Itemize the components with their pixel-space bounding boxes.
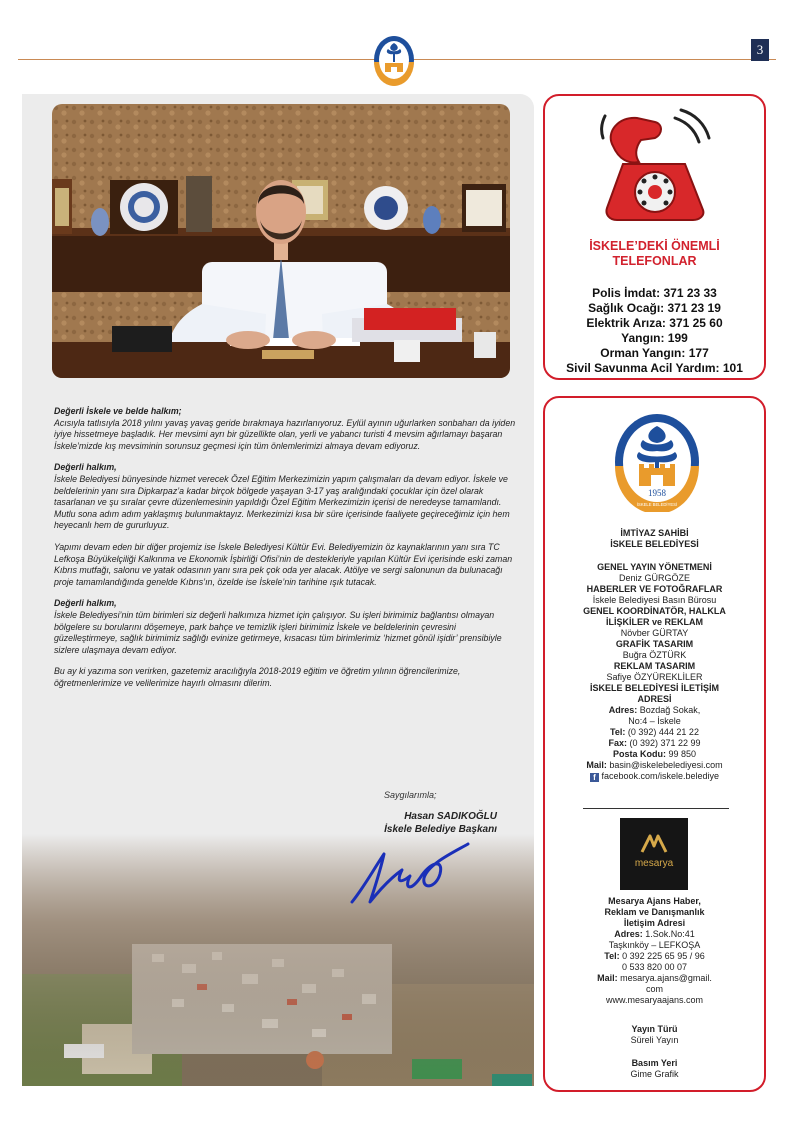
- imprint-label: GRAFİK TASARIM: [615, 639, 694, 649]
- imprint-value: 0 392 225 65 95 / 96: [622, 951, 705, 961]
- agency-title: Mesarya Ajans Haber,: [608, 896, 701, 906]
- imprint-value: Bozdağ Sokak,: [639, 705, 701, 715]
- letter-paragraph: İskele Belediyesi’nin tüm birimleri siz değerli halkımıza hizmet için çalışıyor. Su işleri birimimiz bağlantısı olmayan bölgelere su borularını döşemeye, park bahçe ve temizlik işleri birimimiz İskele ve beldelerinin çevresini güzelleştirmeye, sağlık birimimiz sağlığı evinize getirmeye, kısacası tüm birimlerimiz ‘hizmet gönül işidir’ prensibiyle sizlere ulaşmaya devam ediyor.: [54, 609, 502, 655]
- imprint-value: İskele Belediyesi Basın Bürosu: [592, 595, 717, 605]
- imprint-value: İSKELE BELEDİYESİ: [610, 539, 699, 549]
- imprint-label: İMTİYAZ SAHİBİ: [620, 528, 689, 538]
- phone-item: Sivil Savunma Acil Yardım: 101: [566, 361, 743, 375]
- greeting: Değerli halkım,: [54, 462, 117, 473]
- facebook-icon: f: [590, 773, 599, 782]
- page-number: 3: [751, 39, 769, 61]
- imprint-label: GENEL KOORDİNATÖR, HALKLA: [583, 606, 726, 616]
- imprint-label: Adres:: [614, 929, 643, 939]
- letter-paragraph: Yapımı devam eden bir diğer projemiz ise İskele Belediyesi Kültür Evi. Belediyemizin öz kaynaklarının yanı sıra TC Lefkoşa Büyükelçiliği Kalkınma ve Ekonomik İşbirliği Ofisi’nin de destekleriyle yapılan Kültür Evi içerisinde eski zaman Kıbrıs mutfağı, salonu ve yatak odasının yanı sıra pek çok oda yer alacak. Atölye ve sergi salonunun da bulunacağı proje tamamlandığında genelde Kıbrıs’ın, özelde ise İskele’nin tarihine ışık tutacak.: [54, 541, 513, 587]
- municipality-logo: [372, 34, 416, 86]
- imprint-staff: [545, 562, 764, 782]
- phone-item: Polis İmdat: 371 23 33: [592, 286, 717, 300]
- email-link[interactable]: mesarya.ajans@gmail.: [620, 973, 712, 983]
- agency-info: [545, 896, 764, 1006]
- imprint-value: (0 392) 444 21 22: [627, 727, 699, 737]
- imprint-value: Taşkınköy – LEFKOŞA: [608, 940, 701, 950]
- phone-item: Orman Yangın: 177: [600, 346, 709, 360]
- imprint-label: HABERLER VE FOTOĞRAFLAR: [586, 584, 723, 594]
- phone-item: Yangın: 199: [621, 331, 688, 345]
- letter-paragraph: Bu ay ki yazıma son verirken, gazetemiz aracılığıyla 2018-2019 eğitim ve öğretim yılının öğrencilerimize, öğretmenlerimize ve velilerimize hayırlı olmasını dilerim.: [54, 666, 461, 688]
- handwritten-signature: [344, 832, 474, 912]
- imprint-value: 1.Sok.No:41: [645, 929, 695, 939]
- municipality-logo: [613, 412, 701, 512]
- facebook-link[interactable]: facebook.com/iskele.belediye: [601, 771, 720, 781]
- mesarya-logo: [620, 818, 688, 890]
- imprint-label: Mail:: [597, 973, 618, 983]
- imprint-label: Basım Yeri: [631, 1058, 678, 1068]
- greeting: Değerli halkım,: [54, 598, 117, 609]
- imprint-value: No:4 – İskele: [628, 716, 681, 726]
- imprint-owner: [545, 528, 764, 550]
- letter-paragraph: Acısıyla tatlısıyla 2018 yılını yavaş yavaş geride bırakmaya hazırlanıyoruz. Eylül ayının uğurlarken sonbaharı da iyiden iyiye hissetmeye başladık. Her mevsimi ayrı bir güzellikte olan, yerli ve yabancı turisti 4 mevsim ağırlamayı başaran İskele’mizde kış mevsiminin sorunsuz geçmesi için tüm önlemlerimizi almaya devam ediyoruz.: [54, 417, 516, 451]
- signer-title: İskele Belediye Başkanı: [384, 824, 497, 835]
- signer-name: Hasan SADIKOĞLU: [404, 811, 497, 822]
- phones-title: [545, 239, 764, 269]
- imprint-value: Gime Grafik: [630, 1069, 679, 1079]
- important-phones-box: [543, 94, 766, 380]
- imprint-value: 99 850: [668, 749, 697, 759]
- greeting: Değerli İskele ve belde halkım;: [54, 406, 182, 416]
- imprint-value: Safiye ÖZYÜREKLİLER: [606, 672, 703, 682]
- imprint-label: Posta Kodu:: [612, 749, 666, 759]
- phones-title-line: TELEFONLAR: [612, 254, 697, 268]
- mayor-office-photo: [52, 104, 510, 378]
- imprint-value: 0 533 820 00 07: [621, 962, 688, 972]
- email-link[interactable]: com: [645, 984, 663, 994]
- email-link[interactable]: basin@iskelebelediyesi.com: [609, 760, 723, 770]
- publication-info: [545, 1024, 764, 1046]
- imprint-label: ADRESİ: [637, 694, 672, 704]
- logo-year: 1958: [648, 488, 666, 498]
- imprint-value: Buğra ÖZTÜRK: [622, 650, 687, 660]
- imprint-label: İSKELE BELEDİYESİ İLETİŞİM: [589, 683, 720, 693]
- imprint-label: Mail:: [586, 760, 607, 770]
- imprint-label: Tel:: [610, 727, 626, 737]
- agency-title: Reklam ve Danışmanlık: [604, 907, 705, 917]
- mayor-letter: [54, 406, 516, 699]
- imprint-label: Tel:: [604, 951, 620, 961]
- imprint-label: Fax:: [608, 738, 627, 748]
- imprint-label: GENEL YAYIN YÖNETMENİ: [597, 562, 712, 572]
- imprint-value: Deniz GÜRGÖZE: [618, 573, 690, 583]
- imprint-label: İLİŞKİLER ve REKLAM: [605, 617, 703, 627]
- phone-item: Elektrik Arıza: 371 25 60: [586, 316, 723, 330]
- imprint-label: Adres:: [608, 705, 638, 715]
- imprint-label: REKLAM TASARIM: [613, 661, 696, 671]
- phones-list: [545, 286, 764, 376]
- editorial-panel: [22, 94, 534, 1086]
- mesarya-mark: [620, 818, 688, 890]
- imprint-label: Yayın Türü: [631, 1024, 678, 1034]
- telephone-icon: [595, 108, 713, 226]
- logo-ring-text: İSKELE BELEDİYESİ: [636, 502, 678, 507]
- imprint-value: (0 392) 371 22 99: [629, 738, 701, 748]
- closing-line: Saygılarımla;: [384, 790, 437, 800]
- mesarya-brand: mesarya: [634, 858, 674, 869]
- phones-title-line: İSKELE’DEKİ ÖNEMLİ: [589, 239, 720, 253]
- agency-title: İletişim Adresi: [623, 918, 686, 928]
- letter-paragraph: İskele Belediyesi bünyesinde hizmet verecek Özel Eğitim Merkezimizin yapım çalışmaları da devam ediyor. İskele ve beldelerinin yanı sıra Dipkarpaz’a kadar birçok bölgede yaşayan 3-17 yaş aralığındaki çocuklar için özel olarak tasarlanan ve şu sıralar çevre düzenlemesinin yapıldığı Özel Eğitim Merkezimizin içerisi de neredeyse tamamlandı. Mutlu sona adım adım yaklaşmış bulunmaktayız. Merkezimizi kısa bir süre içerisinde faaliyete geçireceğimiz için hem heyecanlı hem de gururluyuz.: [54, 473, 510, 531]
- print-info: [545, 1058, 764, 1080]
- imprint-box: [543, 396, 766, 1092]
- imprint-value: Süreli Yayın: [630, 1035, 679, 1045]
- imprint-value: Növber GÜRTAY: [620, 628, 689, 638]
- phone-item: Sağlık Ocağı: 371 23 19: [588, 301, 721, 315]
- divider: [583, 808, 729, 809]
- website-link[interactable]: www.mesaryaajans.com: [605, 995, 704, 1005]
